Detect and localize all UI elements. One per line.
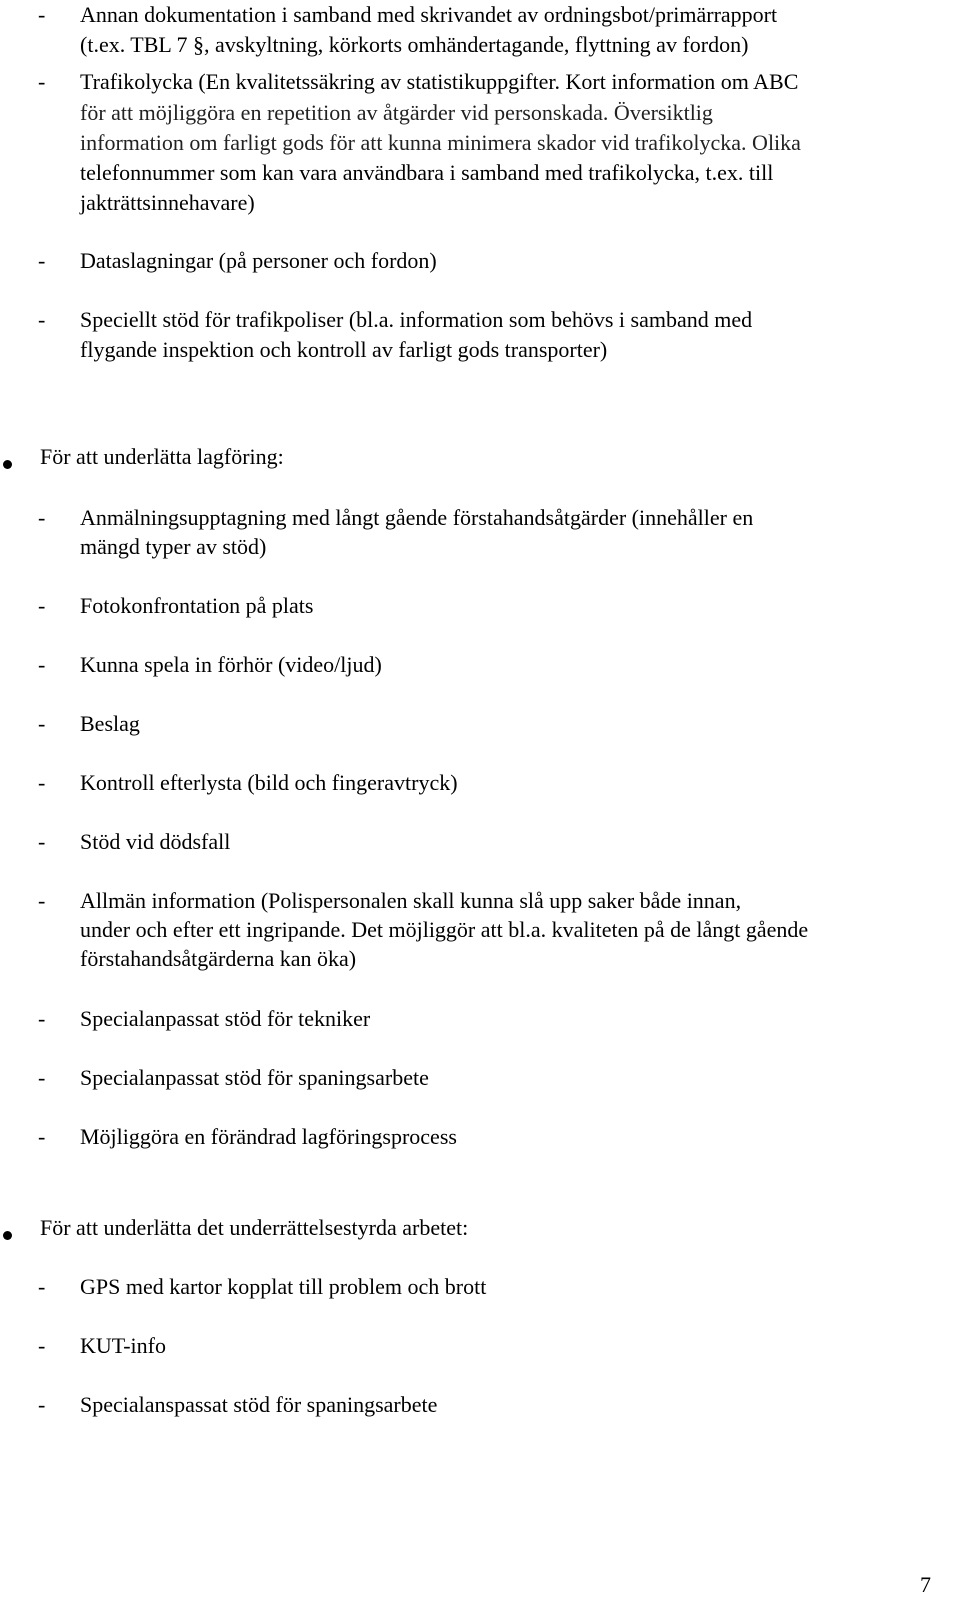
list-dash: -: [38, 1065, 46, 1090]
list-item-line: KUT-info: [80, 1333, 166, 1358]
list-item-line: information om farligt gods för att kunna minimera skador vid trafikolycka. Olika: [80, 130, 801, 155]
list-item-line: Kunna spela in förhör (video/ljud): [80, 652, 382, 677]
list-item-line: Annan dokumentation i samband med skrivandet av ordningsbot/primärrapport: [80, 2, 778, 27]
list-item-line: förstahandsåtgärderna kan öka): [80, 946, 357, 971]
section-heading: För att underlätta lagföring:: [40, 444, 284, 469]
list-dash: -: [38, 69, 46, 94]
list-item-line: Specialanspassat stöd för spaningsarbete: [80, 1392, 438, 1417]
list-item-line: under och efter ett ingripande. Det möjliggör att bl.a. kvaliteten på de långt gående: [80, 917, 809, 942]
list-item-line: flygande inspektion och kontroll av farligt gods transporter): [80, 337, 608, 362]
list-item-line: (t.ex. TBL 7 §, avskyltning, körkorts omhändertagande, flyttning av fordon): [80, 32, 749, 57]
list-dash: -: [38, 248, 46, 273]
list-item-line: Stöd vid dödsfall: [80, 829, 231, 854]
list-item-line: Allmän information (Polispersonalen skall kunna slå upp saker både innan,: [80, 888, 742, 913]
list-item-line: Fotokonfrontation på plats: [80, 593, 314, 618]
list-item-line: Kontroll efterlysta (bild och fingeravtryck): [80, 770, 458, 795]
list-dash: -: [38, 1124, 46, 1149]
list-item-line: Specialanpassat stöd för spaningsarbete: [80, 1065, 429, 1090]
list-dash: -: [38, 652, 46, 677]
list-item-line: Möjliggöra en förändrad lagföringsprocess: [80, 1124, 457, 1149]
bullet-icon: [3, 1231, 12, 1240]
list-item-line: Speciellt stöd för trafikpoliser (bl.a. information som behövs i samband med: [80, 307, 753, 332]
list-dash: -: [38, 2, 46, 27]
list-dash: -: [38, 593, 46, 618]
list-item-line: Anmälningsupptagning med långt gående förstahandsåtgärder (innehåller en: [80, 505, 754, 530]
list-dash: -: [38, 829, 46, 854]
list-dash: -: [38, 770, 46, 795]
list-item-line: GPS med kartor kopplat till problem och brott: [80, 1274, 487, 1299]
list-item-line: jakträttsinnehavare): [80, 190, 255, 215]
list-dash: -: [38, 505, 46, 530]
list-item-line: mängd typer av stöd): [80, 534, 267, 559]
list-item-line: telefonnummer som kan vara användbara i samband med trafikolycka, t.ex. till: [80, 160, 774, 185]
list-dash: -: [38, 307, 46, 332]
list-dash: -: [38, 1274, 46, 1299]
list-dash: -: [38, 888, 46, 913]
list-item-line: Beslag: [80, 711, 140, 736]
list-dash: -: [38, 1006, 46, 1031]
list-item-line: för att möjliggöra en repetition av åtgärder vid personskada. Översiktlig: [80, 100, 713, 125]
list-dash: -: [38, 1392, 46, 1417]
list-item-line: Dataslagningar (på personer och fordon): [80, 248, 437, 273]
list-dash: -: [38, 711, 46, 736]
bullet-icon: [3, 460, 12, 469]
list-item-line: Specialanpassat stöd för tekniker: [80, 1006, 371, 1031]
section-heading: För att underlätta det underrättelsestyrda arbetet:: [40, 1215, 469, 1240]
list-item-line: Trafikolycka (En kvalitetssäkring av statistikuppgifter. Kort information om ABC: [80, 69, 799, 94]
list-dash: -: [38, 1333, 46, 1358]
page-number: 7: [920, 1572, 931, 1597]
